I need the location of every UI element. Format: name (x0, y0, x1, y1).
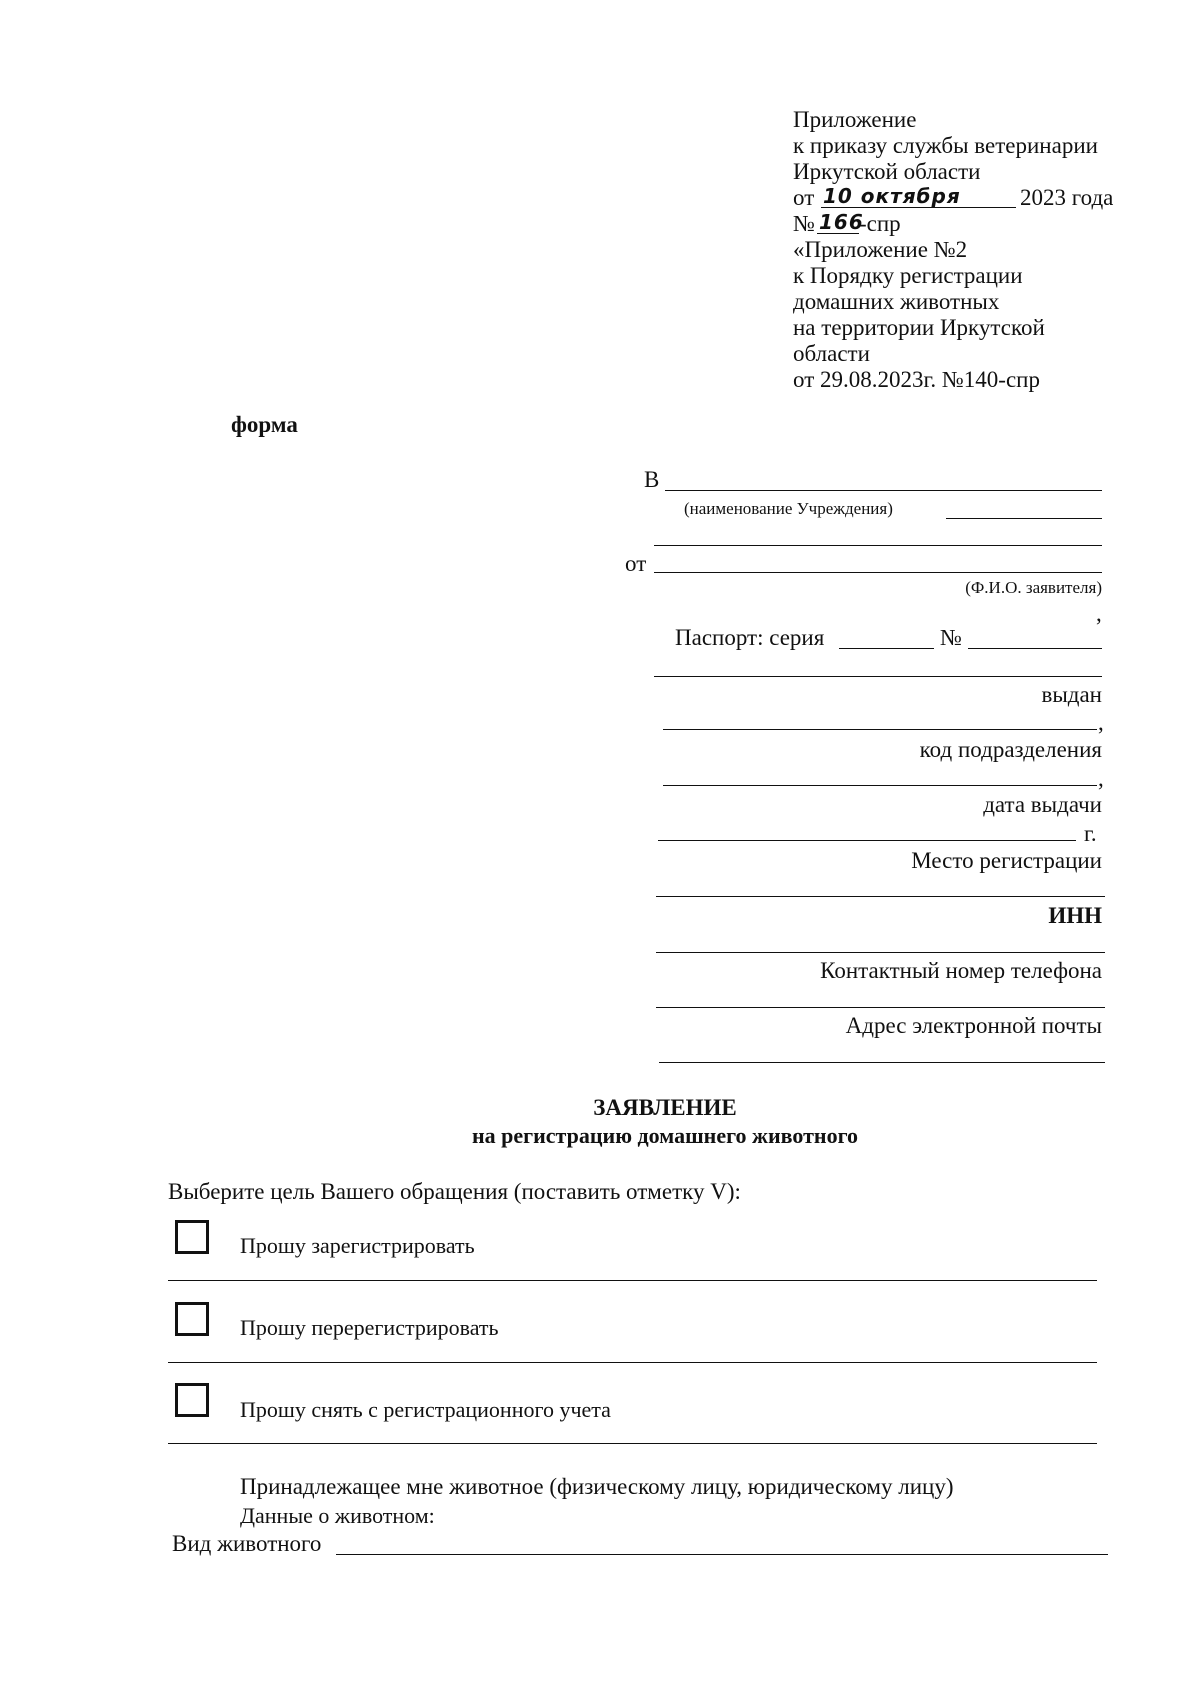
appendix-date-suffix: 2023 года (1020, 185, 1114, 210)
appendix-line-8: домашних животных (793, 289, 1000, 314)
appendix-line-10: области (793, 341, 870, 366)
passport-extra-field[interactable] (654, 676, 1102, 677)
issued-label: выдан (1041, 682, 1102, 707)
appendix-date-underline (821, 207, 1016, 208)
inn-field[interactable] (656, 952, 1105, 953)
register-checkbox[interactable] (175, 1220, 209, 1254)
issue-date-year-suffix: г. (1084, 821, 1097, 846)
deregister-checkbox[interactable] (175, 1383, 209, 1417)
email-field[interactable] (659, 1062, 1105, 1063)
applicant-fio-field[interactable] (654, 572, 1102, 573)
passport-series-label: Паспорт: серия (675, 625, 825, 650)
org-name-field-3[interactable] (654, 545, 1102, 546)
animal-data-label: Данные о животном: (240, 1503, 435, 1528)
inn-label: ИНН (1048, 903, 1102, 928)
appendix-date-prefix: от (793, 185, 815, 210)
appendix-number-suffix: -спр (859, 211, 901, 236)
appendix-line-3: Иркутской области (793, 159, 981, 184)
appendix-line-7: к Порядку регистрации (793, 263, 1023, 288)
division-comma: , (1098, 766, 1104, 791)
fio-caption: (Ф.И.О. заявителя) (965, 578, 1102, 597)
deregister-option-label: Прошу снять с регистрационного учета (240, 1397, 611, 1422)
register-option-divider (168, 1280, 1097, 1281)
passport-number-label: № (940, 625, 962, 650)
statement-subtitle: на регистрацию домашнего животного (471, 1123, 859, 1148)
appendix-number-prefix: № (793, 211, 815, 236)
org-name-field[interactable] (665, 490, 1102, 491)
issued-comma: , (1098, 710, 1104, 735)
reregister-option-divider (168, 1362, 1097, 1363)
issue-date-label: дата выдачи (983, 792, 1102, 817)
register-option-label: Прошу зарегистрировать (240, 1233, 475, 1258)
animal-species-field[interactable] (336, 1554, 1108, 1555)
email-label: Адрес электронной почты (845, 1013, 1102, 1038)
issued-by-field[interactable] (663, 729, 1097, 730)
from-label: от (625, 551, 647, 576)
registration-place-label: Место регистрации (911, 848, 1102, 873)
division-code-field[interactable] (663, 785, 1097, 786)
phone-field[interactable] (656, 1007, 1105, 1008)
appendix-line-1: Приложение (793, 107, 917, 132)
org-caption: (наименование Учреждения) (684, 499, 893, 518)
phone-label: Контактный номер телефона (820, 958, 1102, 983)
animal-belongs-text: Принадлежащее мне животное (физическому лицу, юридическому лицу) (240, 1474, 954, 1499)
animal-species-label: Вид животного (172, 1531, 322, 1556)
appendix-line-2: к приказу службы ветеринарии (793, 133, 1098, 158)
reregister-option-label: Прошу перерегистрировать (240, 1315, 499, 1340)
appendix-line-6: «Приложение №2 (793, 237, 968, 262)
fio-comma: , (1096, 601, 1102, 626)
appendix-date-handwritten: 10 октября (823, 184, 961, 208)
passport-number-field[interactable] (968, 648, 1102, 649)
deregister-option-divider (168, 1443, 1097, 1444)
issue-date-field[interactable] (658, 840, 1076, 841)
appendix-line-11: от 29.08.2023г. №140-спр (793, 367, 1040, 392)
appendix-number-underline (817, 233, 859, 234)
passport-series-field[interactable] (839, 648, 934, 649)
org-name-field-2[interactable] (946, 518, 1102, 519)
purpose-prompt: Выберите цель Вашего обращения (поставить отметку V): (168, 1179, 741, 1204)
appendix-date-line (793, 185, 1173, 211)
division-code-label: код подразделения (919, 737, 1102, 762)
appendix-number-line (793, 211, 1173, 237)
to-label: В (644, 467, 660, 492)
statement-title: ЗАЯВЛЕНИЕ (593, 1095, 737, 1120)
registration-place-field[interactable] (656, 896, 1105, 897)
form-label: форма (231, 412, 298, 437)
appendix-block (793, 107, 1173, 393)
reregister-checkbox[interactable] (175, 1302, 209, 1336)
appendix-line-9: на территории Иркутской (793, 315, 1045, 340)
appendix-number-handwritten: 166 (819, 210, 864, 234)
